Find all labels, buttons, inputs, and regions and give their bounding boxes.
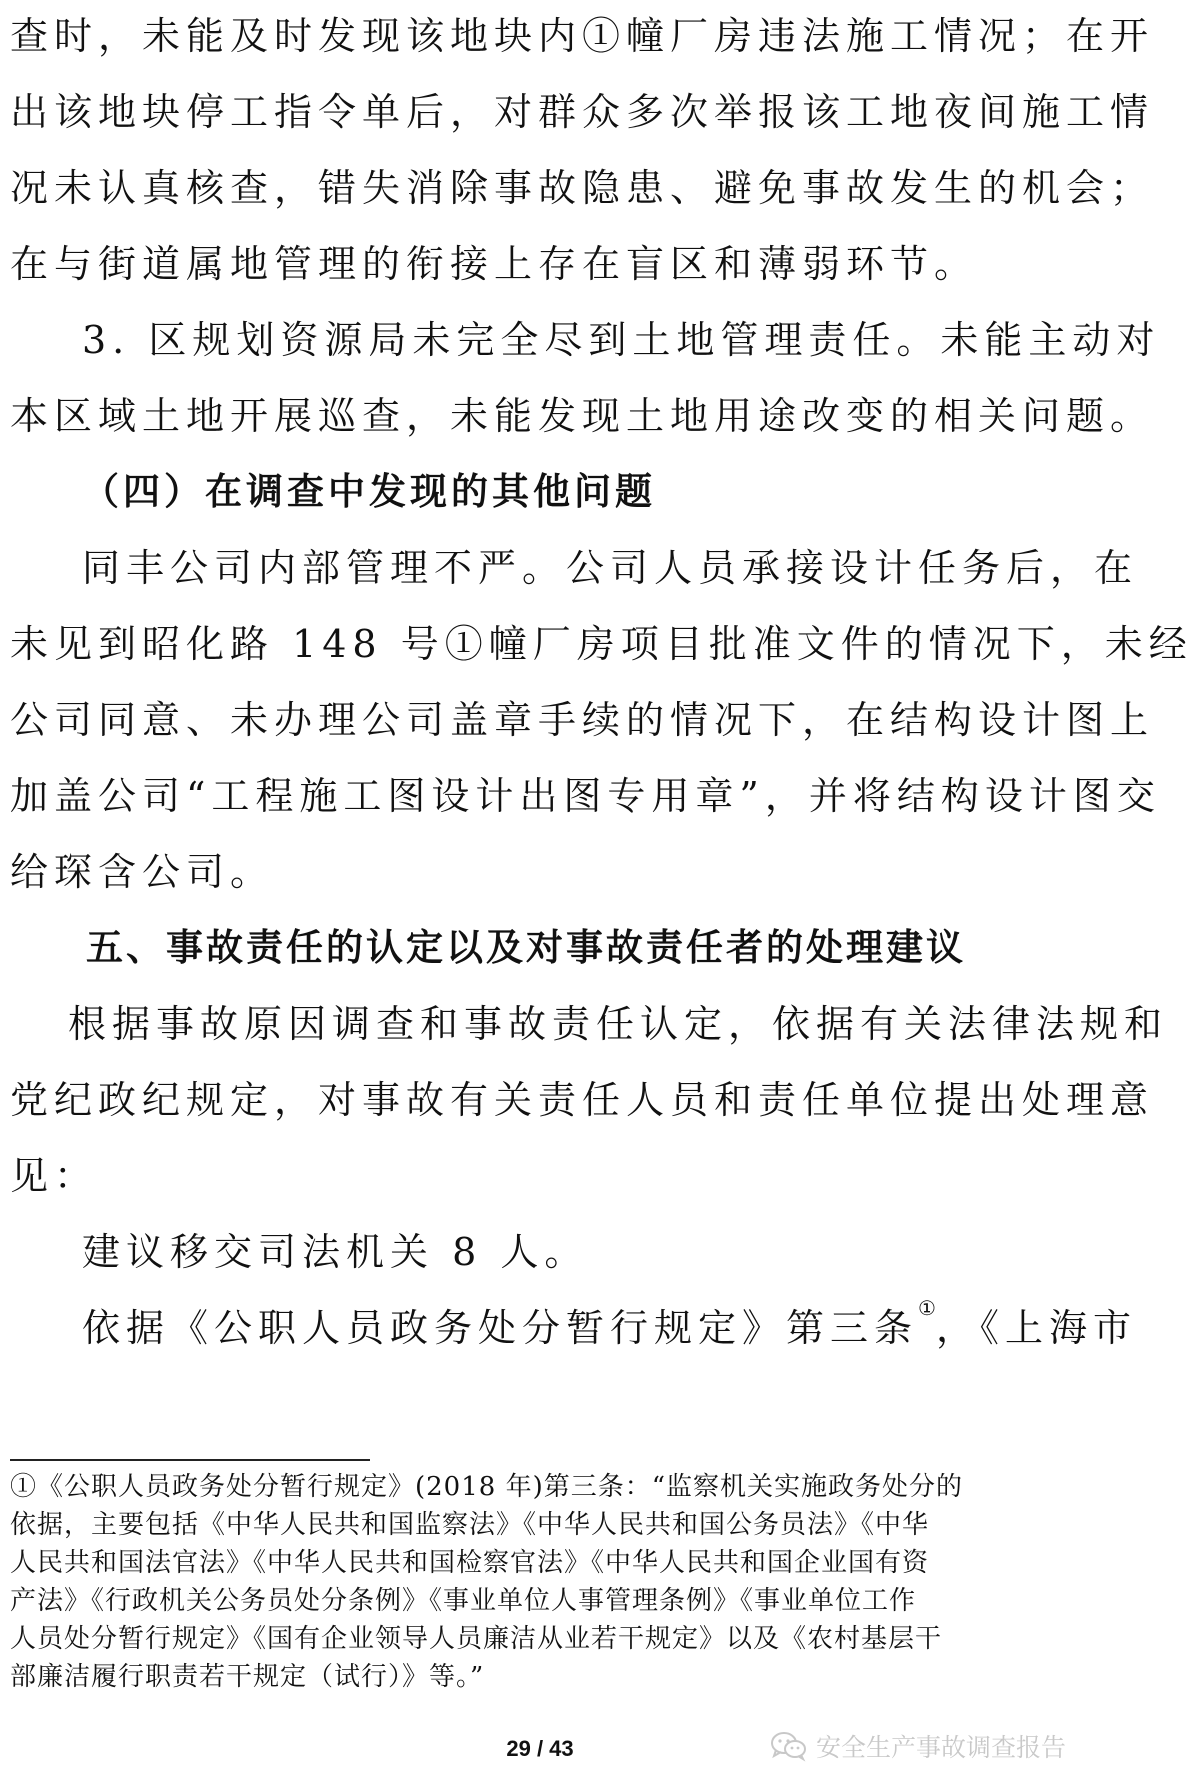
body-line: 未见到昭化路 148 号①幢厂房项目批准文件的情况下，未经: [10, 622, 1193, 666]
watermark: [770, 1728, 1066, 1764]
wechat-icon: [770, 1731, 808, 1761]
body-line: 党纪政纪规定，对事故有关责任人员和责任单位提出处理意: [10, 1078, 1155, 1122]
page-number: 29 / 43: [506, 1736, 574, 1761]
body-line: 况未认真核查，错失消除事故隐患、避免事故发生的机会；: [10, 166, 1155, 210]
body-line: 根据事故原因调查和事故责任认定，依据有关法律法规和: [68, 1002, 1169, 1046]
body-line: 公司同意、未办理公司盖章手续的情况下，在结构设计图上: [10, 698, 1155, 742]
body-text-segment: 依据《公职人员政务处分暂行规定》第三条: [82, 1306, 919, 1350]
body-line: 加盖公司“工程施工图设计出图专用章”，并将结构设计图交: [10, 774, 1161, 818]
body-line: 同丰公司内部管理不严。公司人员承接设计任务后，在: [82, 546, 1139, 590]
footnote-separator: [10, 1459, 370, 1461]
footnote-line: ①《公职人员政务处分暂行规定》(2018 年)第三条：“监察机关实施政务处分的: [10, 1472, 964, 1502]
body-text-segment: ，《上海市: [935, 1306, 1137, 1350]
body-line: 给琛含公司。: [10, 850, 275, 894]
footnote-line: 人民共和国法官法》《中华人民共和国检察官法》《中华人民共和国企业国有资: [10, 1548, 930, 1578]
body-line-with-footnote: [10, 1296, 1137, 1374]
body-line: 本区域土地开展巡查，未能发现土地用途改变的相关问题。: [10, 394, 1155, 438]
footnote-reference[interactable]: ①: [918, 1296, 936, 1320]
body-line: 3. 区规划资源局未完全尽到土地管理责任。未能主动对: [82, 318, 1161, 362]
footnote-line: 部廉洁履行职责若干规定（试行）》等。”: [10, 1662, 485, 1692]
body-line: 出该地块停工指令单后，对群众多次举报该工地夜间施工情: [10, 90, 1155, 134]
body-text: [10, 6, 1193, 1374]
footnote-line: 人员处分暂行规定》《国有企业领导人员廉洁从业若干规定》以及《农村基层干: [10, 1624, 943, 1654]
section-heading-4: （四）在调查中发现的其他问题: [82, 470, 656, 513]
footnote-line: 产法》《行政机关公务员处分条例》《事业单位人事管理条例》《事业单位工作: [10, 1586, 917, 1616]
body-line: 查时，未能及时发现该地块内①幢厂房违法施工情况；在开: [10, 14, 1155, 58]
watermark-text: 安全生产事故调查报告: [815, 1733, 1066, 1762]
footnote-line: 依据，主要包括《中华人民共和国监察法》《中华人民共和国公务员法》《中华: [10, 1510, 930, 1540]
body-line: 见：: [10, 1154, 99, 1198]
body-line: 在与街道属地管理的衔接上存在盲区和薄弱环节。: [10, 242, 979, 286]
chapter-heading-5: 五、事故责任的认定以及对事故责任者的处理建议: [86, 926, 966, 969]
footnote: [10, 1468, 1040, 1696]
body-line: 建议移交司法机关 8 人。: [82, 1230, 589, 1274]
